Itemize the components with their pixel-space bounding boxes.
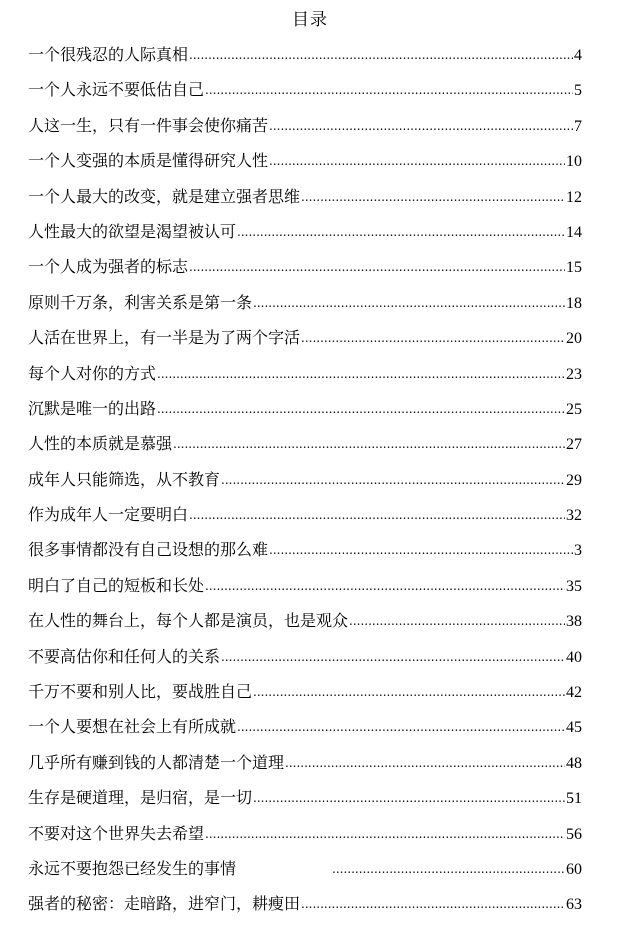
toc-entry[interactable]	[28, 783, 582, 818]
toc-entry-page: 40	[566, 648, 582, 666]
toc-entry-title: 一个人变强的本质是懂得研究人性	[28, 151, 269, 171]
toc-list	[28, 40, 582, 925]
toc-dot-leader	[189, 500, 565, 530]
toc-dot-leader	[301, 323, 565, 353]
toc-entry-title: 不要对这个世界失去希望	[28, 823, 205, 843]
toc-entry[interactable]	[28, 429, 582, 464]
toc-dot-leader	[157, 359, 565, 389]
toc-entry-page: 4	[574, 47, 582, 64]
toc-entry[interactable]	[28, 75, 582, 110]
toc-dot-leader	[205, 819, 565, 849]
toc-entry-title: 生存是硬道理，是归宿，是一切	[28, 788, 253, 808]
toc-entry[interactable]	[28, 465, 582, 500]
toc-entry-page: 5	[574, 82, 582, 100]
toc-dot-leader	[221, 465, 565, 495]
toc-dot-leader	[349, 606, 565, 636]
toc-dot-leader	[189, 40, 573, 70]
toc-entry-page: 45	[566, 719, 582, 737]
toc-entry-title: 人活在世界上，有一半是为了两个字活	[28, 328, 301, 348]
toc-entry-title: 一个人要想在社会上有所成就	[28, 717, 237, 737]
toc-entry-page: 63	[566, 896, 582, 914]
toc-entry-title: 人性最大的欲望是渴望被认可	[28, 221, 237, 241]
toc-entry[interactable]	[28, 40, 582, 75]
toc-dot-leader	[221, 642, 565, 672]
toc-entry-title: 人性的本质就是慕强	[28, 434, 173, 454]
toc-entry[interactable]	[28, 288, 582, 323]
toc-entry-page: 51	[566, 790, 582, 808]
toc-entry-title: 成年人只能筛选，从不教育	[28, 469, 221, 489]
toc-entry[interactable]	[28, 111, 582, 146]
toc-entry-page: 56	[566, 825, 582, 843]
toc-entry[interactable]	[28, 571, 582, 606]
toc-dot-leader	[189, 252, 565, 282]
toc-entry-page: 3	[574, 542, 582, 560]
toc-entry-title: 一个人成为强者的标志	[28, 257, 189, 277]
toc-entry[interactable]	[28, 712, 582, 747]
toc-entry[interactable]	[28, 394, 582, 429]
toc-entry-page: 12	[566, 188, 582, 206]
toc-entry-title: 沉默是唯一的出路	[28, 398, 157, 418]
toc-dot-leader	[253, 783, 565, 813]
toc-entry-title: 明白了自己的短板和长处	[28, 575, 205, 595]
toc-dot-leader	[269, 111, 573, 141]
toc-entry-title: 人这一生，只有一件事会使你痛苦	[28, 115, 269, 135]
toc-entry[interactable]	[28, 146, 582, 181]
toc-entry-page: 7	[574, 117, 582, 135]
toc-entry-title: 几乎所有赚到钱的人都清楚一个道理	[28, 752, 285, 772]
toc-title: 目录	[292, 10, 328, 30]
toc-entry[interactable]	[28, 819, 582, 854]
toc-entry-title: 一个人最大的改变，就是建立强者思维	[28, 186, 301, 206]
toc-entry-page: 29	[566, 471, 582, 489]
toc-entry-page: 32	[566, 507, 582, 525]
toc-dot-leader	[253, 288, 565, 318]
toc-entry-page: 38	[566, 613, 582, 631]
toc-dot-leader	[285, 748, 565, 778]
toc-entry-page: 23	[566, 365, 582, 383]
toc-entry[interactable]	[28, 182, 582, 217]
toc-entry[interactable]	[28, 217, 582, 252]
toc-dot-leader	[237, 712, 565, 742]
toc-entry-page: 15	[566, 259, 582, 277]
toc-dot-leader	[332, 854, 565, 884]
toc-entry[interactable]	[28, 359, 582, 394]
toc-entry-page: 60	[566, 860, 582, 878]
toc-dot-leader	[301, 182, 565, 212]
toc-entry-title: 千万不要和别人比，要战胜自己	[28, 682, 253, 702]
toc-entry[interactable]	[28, 677, 582, 712]
toc-entry-title: 不要高估你和任何人的关系	[28, 646, 221, 666]
toc-dot-leader	[237, 217, 565, 247]
toc-dot-leader	[205, 571, 565, 601]
toc-entry[interactable]	[28, 252, 582, 287]
toc-entry[interactable]	[28, 854, 582, 889]
toc-entry[interactable]	[28, 642, 582, 677]
toc-entry[interactable]	[28, 889, 582, 924]
toc-entry[interactable]	[28, 500, 582, 535]
toc-dot-leader	[205, 75, 573, 105]
toc-entry-title: 作为成年人一定要明白	[28, 505, 189, 525]
toc-dot-leader	[269, 535, 573, 565]
toc-entry[interactable]	[28, 748, 582, 783]
toc-entry-title: 永远不要抱怨已经发生的事情	[28, 858, 237, 878]
toc-entry-title: 很多事情都没有自己设想的那么难	[28, 540, 269, 560]
toc-dot-leader	[157, 394, 565, 424]
toc-entry-page: 25	[566, 400, 582, 418]
toc-entry-page: 42	[566, 684, 582, 702]
toc-entry-page: 20	[566, 330, 582, 348]
toc-entry-title: 一个很残忍的人际真相	[28, 45, 189, 64]
toc-entry-title: 每个人对你的方式	[28, 363, 157, 383]
toc-entry-title: 在人性的舞台上，每个人都是演员，也是观众	[28, 611, 349, 631]
toc-dot-leader	[301, 889, 565, 919]
toc-dot-leader	[269, 146, 565, 176]
toc-entry-page: 14	[566, 223, 582, 241]
toc-entry[interactable]	[28, 323, 582, 358]
toc-entry-title: 一个人永远不要低估自己	[28, 80, 205, 100]
toc-entry-title: 强者的秘密：走暗路，进窄门，耕瘦田	[28, 894, 301, 914]
toc-entry-page: 10	[566, 153, 582, 171]
toc-entry-title: 原则千万条，利害关系是第一条	[28, 292, 253, 312]
toc-entry-page: 48	[566, 754, 582, 772]
toc-dot-leader	[253, 677, 565, 707]
toc-entry[interactable]	[28, 606, 582, 641]
toc-entry-page: 35	[566, 577, 582, 595]
toc-dot-leader	[173, 429, 565, 459]
toc-entry[interactable]	[28, 535, 582, 570]
toc-entry-page: 27	[566, 436, 582, 454]
toc-entry-page: 18	[566, 294, 582, 312]
